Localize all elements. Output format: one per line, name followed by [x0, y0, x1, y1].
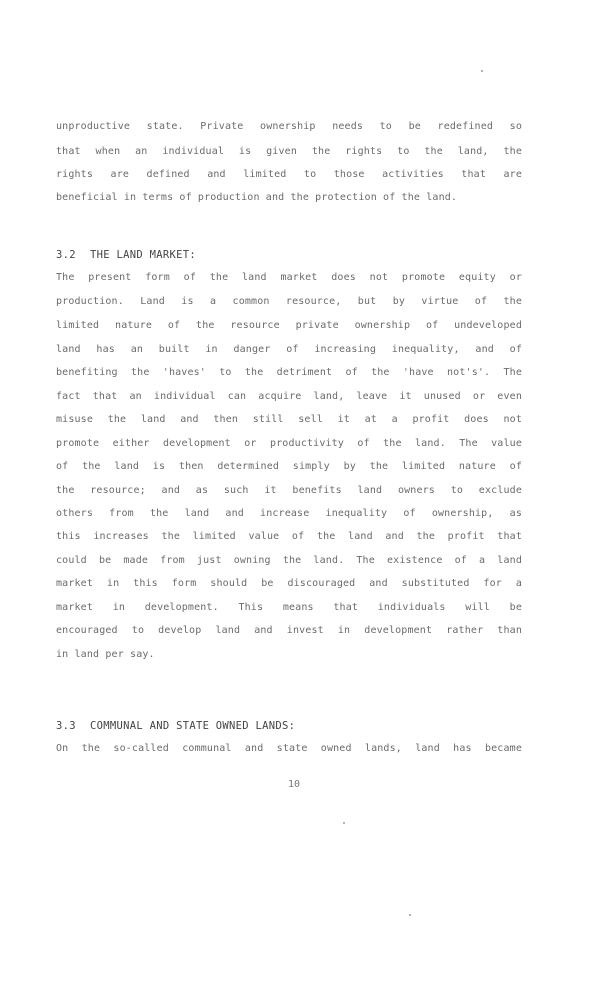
paragraph-line: could be made from just owning the land. The existence of a land: [56, 555, 522, 566]
page-number: 10: [287, 779, 301, 790]
paragraph-line: On the so-called communal and state owned lands, land has became: [56, 743, 522, 754]
section-title: THE LAND MARKET:: [90, 249, 196, 261]
scan-speck: [343, 822, 345, 824]
paragraph-line: benefiting the 'haves' to the detriment of the 'have not's'. The: [56, 367, 522, 378]
scan-speck: [409, 914, 411, 916]
section-number: 3.3: [56, 720, 76, 732]
scan-speck: [481, 70, 483, 72]
paragraph-line: in land per say.: [56, 649, 155, 660]
section-number: 3.2: [56, 249, 76, 261]
paragraph-line: encouraged to develop land and invest in development rather than: [56, 625, 522, 636]
paragraph-line: unproductive state. Private ownership needs to be redefined so: [56, 121, 522, 132]
paragraph-line: market in development. This means that individuals will be: [56, 602, 522, 613]
paragraph-line: that when an individual is given the rights to the land, the: [56, 146, 522, 157]
paragraph-line: limited nature of the resource private ownership of undeveloped: [56, 320, 522, 331]
paragraph-line: promote either development or productivity of the land. The value: [56, 438, 522, 449]
paragraph-line: production. Land is a common resource, but by virtue of the: [56, 296, 522, 307]
section-heading-3-2: [56, 249, 196, 261]
paragraph-line: The present form of the land market does not promote equity or: [56, 272, 522, 283]
paragraph-line: misuse the land and then still sell it at a profit does not: [56, 414, 522, 425]
paragraph-line: this increases the limited value of the land and the profit that: [56, 531, 522, 542]
paragraph-line: market in this form should be discouraged and substituted for a: [56, 578, 522, 589]
section-heading-3-3: [56, 720, 295, 732]
paragraph-line: beneficial in terms of production and the protection of the land.: [56, 192, 458, 203]
paragraph-line: the resource; and as such it benefits land owners to exclude: [56, 485, 522, 496]
paragraph-line: of the land is then determined simply by the limited nature of: [56, 461, 522, 472]
paragraph-line: fact that an individual can acquire land, leave it unused or even: [56, 391, 522, 402]
paragraph-line: land has an built in danger of increasing inequality, and of: [56, 344, 522, 355]
paragraph-line: others from the land and increase inequality of ownership, as: [56, 508, 522, 519]
section-title: COMMUNAL AND STATE OWNED LANDS:: [90, 720, 296, 732]
paragraph-line: rights are defined and limited to those activities that are: [56, 169, 522, 180]
